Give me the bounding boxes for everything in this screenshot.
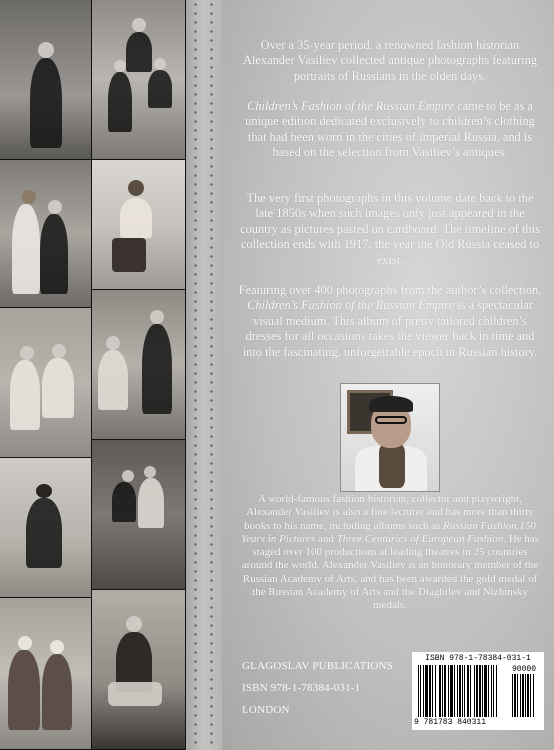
author-bio <box>238 493 542 613</box>
timeline-paragraph <box>238 191 542 268</box>
intro-text: Over a 35-year period, a renowned fashion historian Alexander Vasiliev collected antique photographs featuring portraits of Russians in the olden days. <box>243 38 537 83</box>
vintage-photo-9 <box>0 598 92 750</box>
isbn-barcode <box>412 652 544 730</box>
edition-paragraph <box>238 99 542 161</box>
publisher-city: LONDON <box>242 704 290 716</box>
bio-book-2: Three Centuries of European Fashion <box>336 532 504 545</box>
barcode-addon-text: 90000 <box>512 665 537 674</box>
vintage-photo-1 <box>0 0 92 160</box>
publisher-isbn: ISBN 978-1-78384-031-1 <box>242 682 361 694</box>
bio-text-2: . He has staged over 100 productions at leading theatres in 25 countries around the world. Alexander Vasiliev is an honorary member of the Russian Academy of Arts, and has been awarded the gold medal of the Russian Academy of Arts and the Diaghilev and Nizhinsky medals. <box>241 532 540 612</box>
author-photo <box>340 383 440 492</box>
featuring-text-rest: is a spectacular visual medium. This album of pretty tailored children’s dresses for all occasions takes the viewer back in time and into the fascinating, unforgettable epoch in Russian history. <box>242 298 538 359</box>
vintage-photo-2 <box>92 0 186 160</box>
publisher-name: GLAGOSLAV PUBLICATIONS <box>242 660 393 672</box>
barcode-isbn-text: ISBN 978-1-78384-031-1 <box>425 654 531 663</box>
book-title: Children’s Fashion of the Russian Empire <box>247 99 455 113</box>
vintage-photo-10 <box>92 590 186 750</box>
barcode-ean-digits: 9 781783 840311 <box>414 718 487 727</box>
bio-book-1: Russian Fashion.150 Years in Pictures <box>240 519 536 545</box>
vintage-photo-4 <box>92 160 186 290</box>
dotted-spine <box>186 0 222 750</box>
barcode-addon-bars <box>512 674 540 717</box>
featuring-paragraph <box>238 283 542 360</box>
vintage-photo-8 <box>92 440 186 590</box>
dot-column <box>194 0 197 750</box>
edition-text: came to be as a unique edition dedicated exclusively to children’s clothing that had been worn in the cities of imperial Russia, and is based on the selection from Vasiliev’s antiques. <box>245 99 535 160</box>
bio-text-1: A world-famous fashion historian, collector and playwright, Alexander Vasiliev is also a fine lecturer and has more than thirty books to his name, including albums such as <box>244 493 534 532</box>
book-title: Children’s Fashion of the Russian Empire <box>247 298 455 313</box>
publisher-info <box>242 659 393 725</box>
vintage-photo-6 <box>92 290 186 440</box>
dot-column <box>210 0 213 750</box>
vintage-photo-5 <box>0 308 92 458</box>
bio-and: and <box>315 532 337 545</box>
photo-collage <box>0 0 186 750</box>
featuring-text-start: Featuring over 400 photographs from the author’s collection, <box>238 283 542 297</box>
vintage-photo-7 <box>0 458 92 598</box>
timeline-text: The very first photographs in this volume date back to the late 1850s when such images only just appeared in the country as pictures pasted on cardboard. The timeline of this collection ends with 1917, the year the Old Russia ceased to exist. <box>240 191 540 267</box>
barcode-stripe <box>534 674 535 717</box>
barcode-stripe <box>497 665 498 717</box>
intro-paragraph <box>238 38 542 84</box>
back-cover-text-panel <box>222 0 554 750</box>
barcode-bars <box>418 665 508 717</box>
vintage-photo-3 <box>0 160 92 308</box>
